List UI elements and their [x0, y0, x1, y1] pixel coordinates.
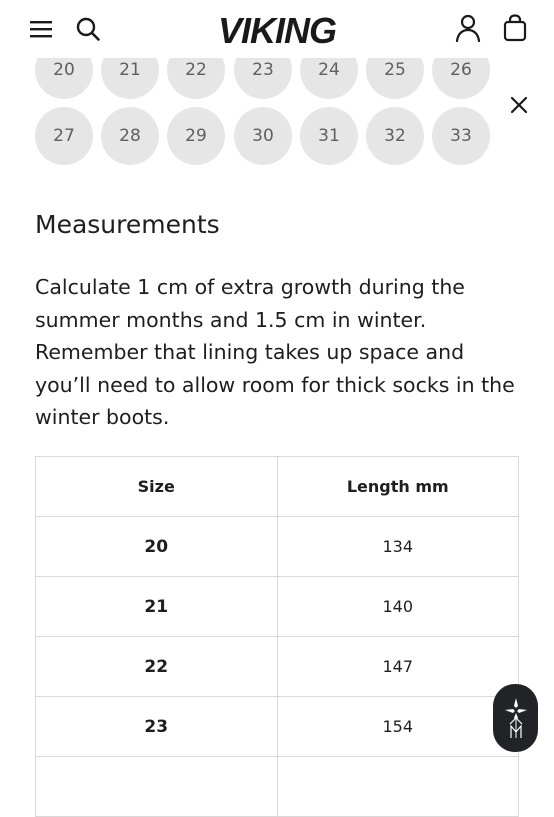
size-option[interactable]: 20	[35, 41, 93, 99]
size-option[interactable]: 22	[167, 41, 225, 99]
table-row	[36, 517, 519, 577]
column-header-size: Size	[36, 457, 278, 517]
table-row	[36, 577, 519, 637]
close-icon	[509, 95, 529, 115]
shopping-bag-icon	[502, 14, 528, 42]
length-cell: 140	[277, 577, 519, 637]
measurements-description: Calculate 1 cm of extra growth during the summer months and 1.5 cm in winter. Remember that lining takes up space and you’ll need to allow room for thick socks in the winter boots.	[35, 275, 515, 429]
size-option[interactable]: 26	[432, 41, 490, 99]
size-cell	[36, 757, 278, 817]
size-option[interactable]: 25	[366, 41, 424, 99]
size-option[interactable]: 24	[300, 41, 358, 99]
size-cell: 23	[36, 697, 278, 757]
length-cell: 134	[277, 517, 519, 577]
size-cell: 20	[36, 517, 278, 577]
close-button[interactable]	[506, 92, 532, 118]
size-option[interactable]: 30	[234, 107, 292, 165]
column-header-length: Length mm	[277, 457, 519, 517]
chat-assistant-button[interactable]	[493, 684, 538, 752]
size-option[interactable]: 23	[234, 41, 292, 99]
size-option[interactable]: 28	[101, 107, 159, 165]
size-option[interactable]: 27	[35, 107, 93, 165]
size-option[interactable]: 32	[366, 107, 424, 165]
size-option[interactable]: 31	[300, 107, 358, 165]
chat-assistant-icon	[501, 696, 531, 740]
size-option[interactable]: 33	[432, 107, 490, 165]
logo-text: VIKING	[217, 12, 337, 48]
cart-button[interactable]	[501, 13, 529, 43]
user-icon	[455, 14, 481, 42]
table-header-row	[36, 457, 519, 517]
size-cell: 22	[36, 637, 278, 697]
size-option[interactable]: 29	[167, 107, 225, 165]
table-row	[36, 637, 519, 697]
menu-button[interactable]	[28, 16, 54, 42]
table-row	[36, 697, 519, 757]
hamburger-menu-icon	[29, 19, 53, 39]
table-row	[36, 757, 519, 817]
length-cell: 147	[277, 637, 519, 697]
size-chart-table	[35, 456, 519, 817]
account-button[interactable]	[454, 13, 482, 43]
size-option[interactable]: 21	[101, 41, 159, 99]
length-cell	[277, 757, 519, 817]
search-button[interactable]	[74, 15, 102, 43]
measurements-title: Measurements	[35, 210, 220, 239]
search-icon	[75, 16, 101, 42]
length-cell: 154	[277, 697, 519, 757]
site-header	[0, 0, 554, 58]
size-cell: 21	[36, 577, 278, 637]
viking-logo[interactable]	[184, 12, 370, 48]
